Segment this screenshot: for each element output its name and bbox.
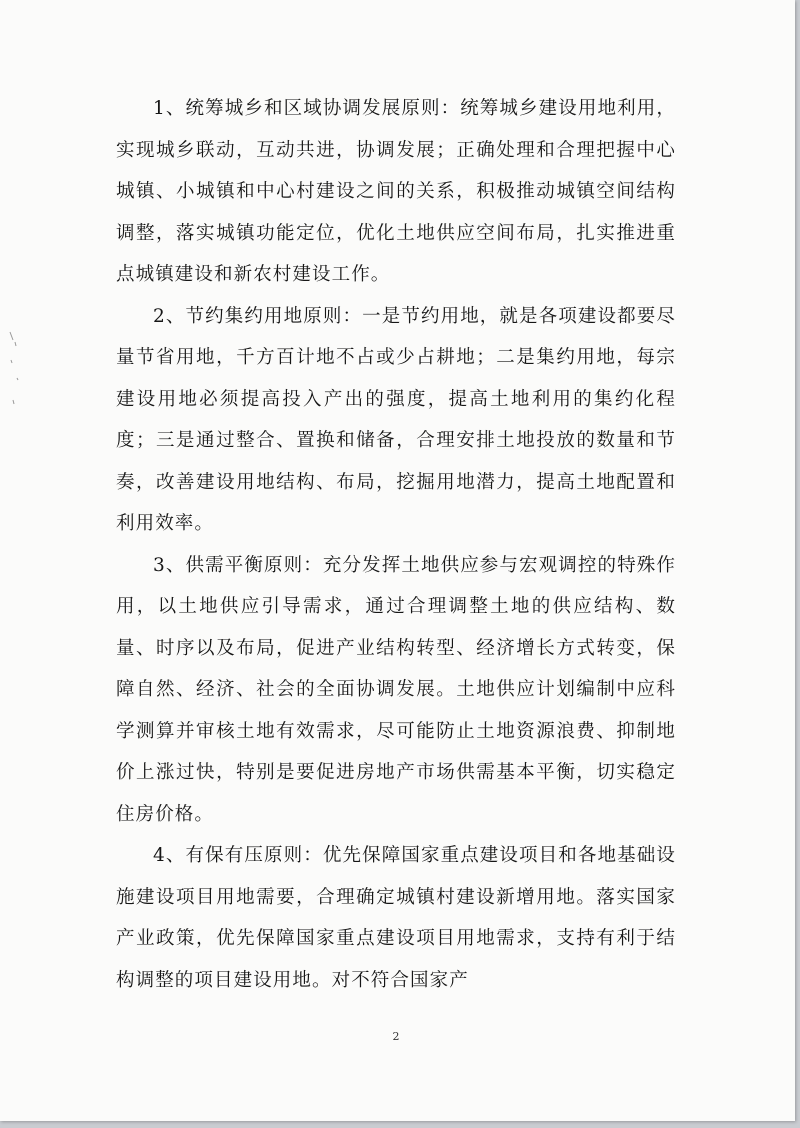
body-text [116, 88, 676, 1001]
page-number: 2 [392, 1030, 400, 1043]
scan-edge-marks [6, 330, 24, 430]
paragraph-3: 3、供需平衡原则：充分发挥土地供应参与宏观调控的特殊作用，以土地供应引导需求，通过合理调整土地的供应结构、数量、时序以及布局，促进产业结构转型、经济增长方式转变，保障自然、经济、社会的全面协调发展。土地供应计划编制中应科学测算并审核土地有效需求，尽可能防止土地资源浪费、抑制地价上涨过快，特别是要促进房地产市场供需基本平衡，切实稳定住房价格。 [116, 554, 676, 825]
paragraph-2: 2、节约集约用地原则：一是节约用地，就是各项建设都要尽量节省用地，千方百计地不占或少占耕地；二是集约用地，每宗建设用地必须提高投入产出的强度，提高土地利用的集约化程度；三是通过整合、置换和储备，合理安排土地投放的数量和节奏，改善建设用地结构、布局，挖掘用地潜力，提高土地配置和利用效率。 [116, 305, 676, 534]
paragraph-4: 4、有保有压原则：优先保障国家重点建设项目和各地基础设施建设项目用地需要，合理确定城镇村建设新增用地。落实国家产业政策，优先保障国家重点建设项目用地需求，支持有利于结构调整的项目建设用地。对不符合国家产 [116, 845, 676, 991]
paragraph-1: 1、统筹城乡和区域协调发展原则：统筹城乡建设用地利用，实现城乡联动，互动共进，协调发展；正确处理和合理把握中心城镇、小城镇和中心村建设之间的关系，积极推动城镇空间结构调整，落实城镇功能定位，优化土地供应空间布局，扎实推进重点城镇建设和新农村建设工作。 [116, 98, 676, 285]
